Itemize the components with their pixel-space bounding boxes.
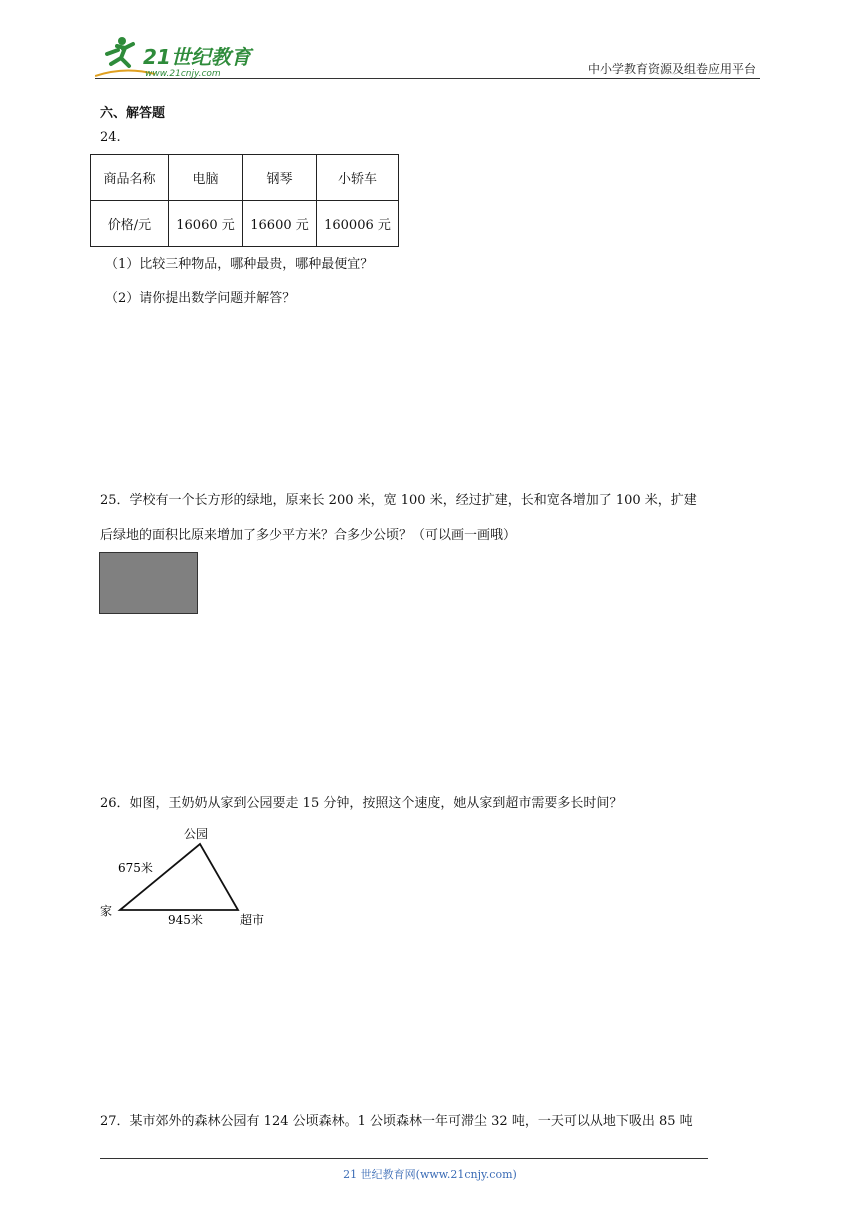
question-24-part-2: （2）请你提出数学问题并解答？ <box>105 291 296 306</box>
svg-text:21世纪教育: 21世纪教育 <box>143 45 251 69</box>
question-24-number: 24. <box>100 130 121 145</box>
footer-text: 21 世纪教育网(www.21cnjy.com) <box>343 1168 517 1181</box>
footer-divider <box>100 1158 708 1159</box>
table-cell: 商品名称 <box>91 155 169 201</box>
label-home: 家 <box>100 904 113 918</box>
site-logo <box>95 36 265 80</box>
question-25-line-2: 后绿地的面积比原来增加了多少平方米？合多少公顷？（可以画一画哦） <box>100 528 517 543</box>
table-cell: 价格/元 <box>91 201 169 247</box>
green-field-rectangle <box>99 552 198 614</box>
table-cell: 电脑 <box>169 155 243 201</box>
question-26-text: 26．如图，王奶奶从家到公园要走 15 分钟，按照这个速度，她从家到超市需要多长时间？ <box>100 796 623 811</box>
table-row <box>91 155 399 201</box>
table-cell: 16600 元 <box>243 201 317 247</box>
header-divider <box>95 78 760 79</box>
label-supermarket: 超市 <box>240 913 265 927</box>
label-park: 公园 <box>184 827 209 841</box>
section-title: 六、解答题 <box>100 106 166 121</box>
table-cell: 16060 元 <box>169 201 243 247</box>
table-cell: 小轿车 <box>317 155 399 201</box>
table-cell: 钢琴 <box>243 155 317 201</box>
question-25-line-1: 25．学校有一个长方形的绿地，原来长 200 米，宽 100 米，经过扩建，长和宽各增加了 100 米，扩建 <box>100 493 697 508</box>
price-table <box>90 154 399 247</box>
platform-name: 中小学教育资源及组卷应用平台 <box>587 62 756 76</box>
svg-text:www.21cnjy.com: www.21cnjy.com <box>145 69 221 79</box>
route-triangle-diagram <box>98 824 278 934</box>
question-24-part-1: （1）比较三种物品，哪种最贵，哪种最便宜？ <box>105 257 374 272</box>
label-side-left: 675米 <box>118 861 153 875</box>
table-row <box>91 201 399 247</box>
question-27-text: 27．某市郊外的森林公园有 124 公顷森林。1 公顷森林一年可滞尘 32 吨，一天可以从地下吸出 85 吨 <box>100 1114 693 1129</box>
table-cell: 160006 元 <box>317 201 399 247</box>
label-side-bottom: 945米 <box>168 913 203 927</box>
